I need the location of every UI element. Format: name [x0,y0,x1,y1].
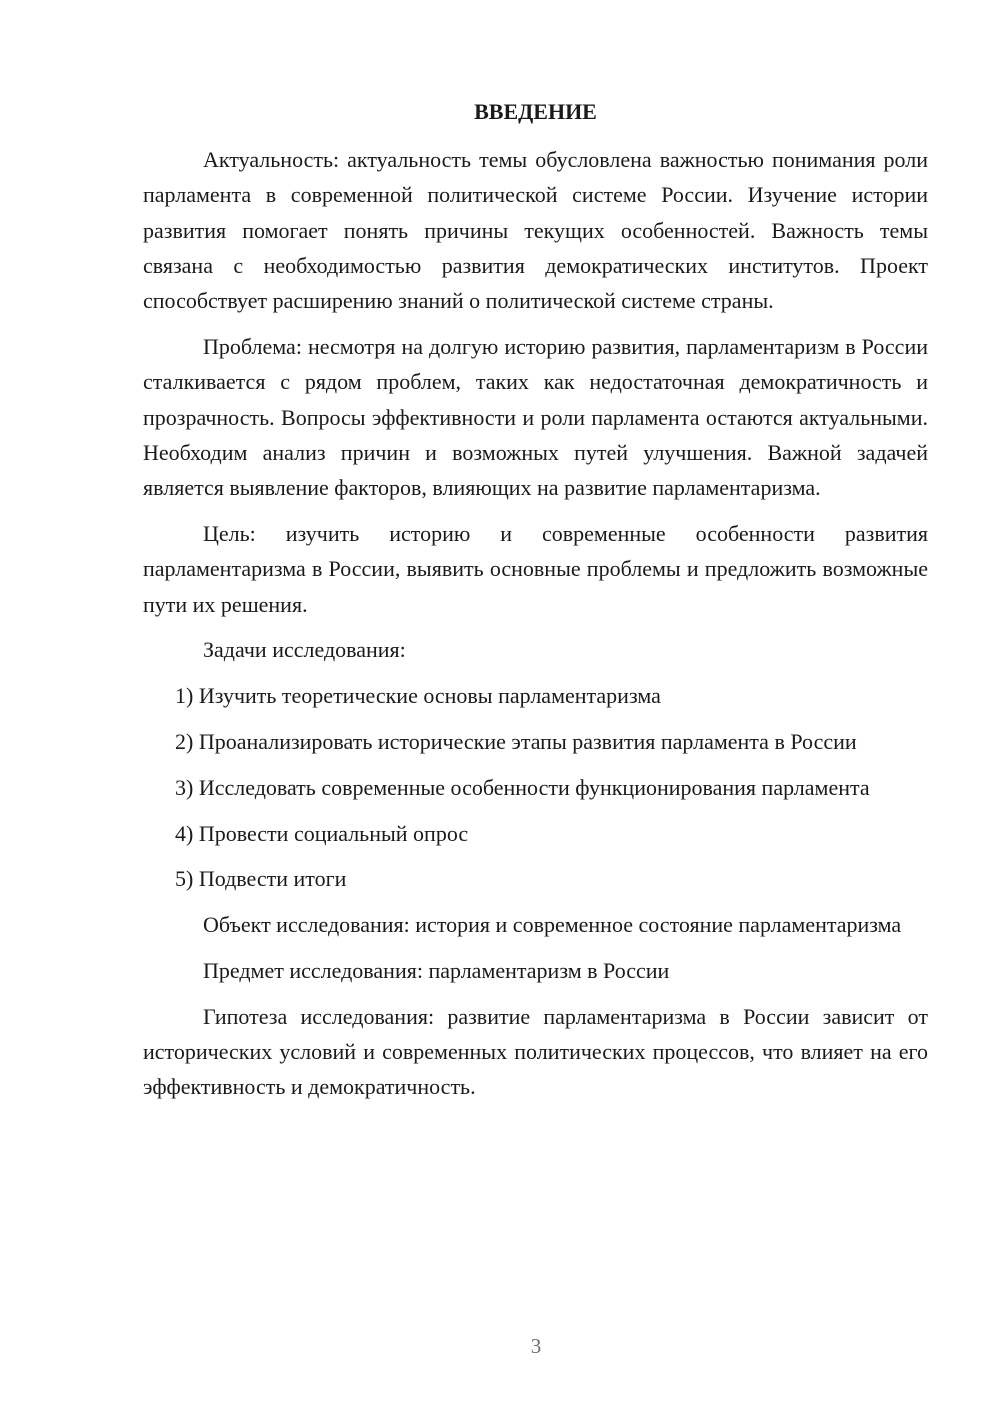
problem-paragraph: Проблема: несмотря на долгую историю развития, парламентаризм в России сталкивается с рядом проблем, таких как недостаточная демократичность и прозрачность. Вопросы эффективности и роли парламента остаются актуальными. Необходим анализ причин и возможных путей улучшения. Важной задачей является выявление факторов, влияющих на развитие парламентаризма. [143,333,928,501]
relevance-paragraph: Актуальность: актуальность темы обусловлена важностью понимания роли парламента в современной политической системе России. Изучение истории развития помогает понять причины текущих особенностей. Важность темы связана с необходимостью развития демократических институтов. Проект способствует расширению знаний о политической системе страны. [143,147,928,314]
subject-paragraph: Предмет исследования: парламентаризм в России [203,957,670,983]
introduction-body [143,142,928,1115]
task-item-3: 3) Исследовать современные особенности функционирования парламента [175,774,870,800]
task-item-4: 4) Провести социальный опрос [175,820,469,846]
hypothesis-paragraph: Гипотеза исследования: развитие парламентаризма в России зависит от исторических условий и современных политических процессов, что влияет на его эффективность и демократичность. [143,1003,928,1100]
task-item-2: 2) Проанализировать исторические этапы развития парламента в России [175,728,857,754]
task-item-1: 1) Изучить теоретические основы парламентаризма [175,683,661,709]
tasks-heading: Задачи исследования: [203,637,406,663]
object-paragraph: Объект исследования: история и современное состояние парламентаризма [203,912,902,938]
section-title: ВВЕДЕНИЕ [474,99,597,124]
page-number: 3 [530,1334,542,1358]
task-item-5: 5) Подвести итоги [175,866,347,892]
goal-paragraph: Цель: изучить историю и современные особенности развития парламентаризма в России, выявить основные проблемы и предложить возможные пути их решения. [143,520,928,617]
